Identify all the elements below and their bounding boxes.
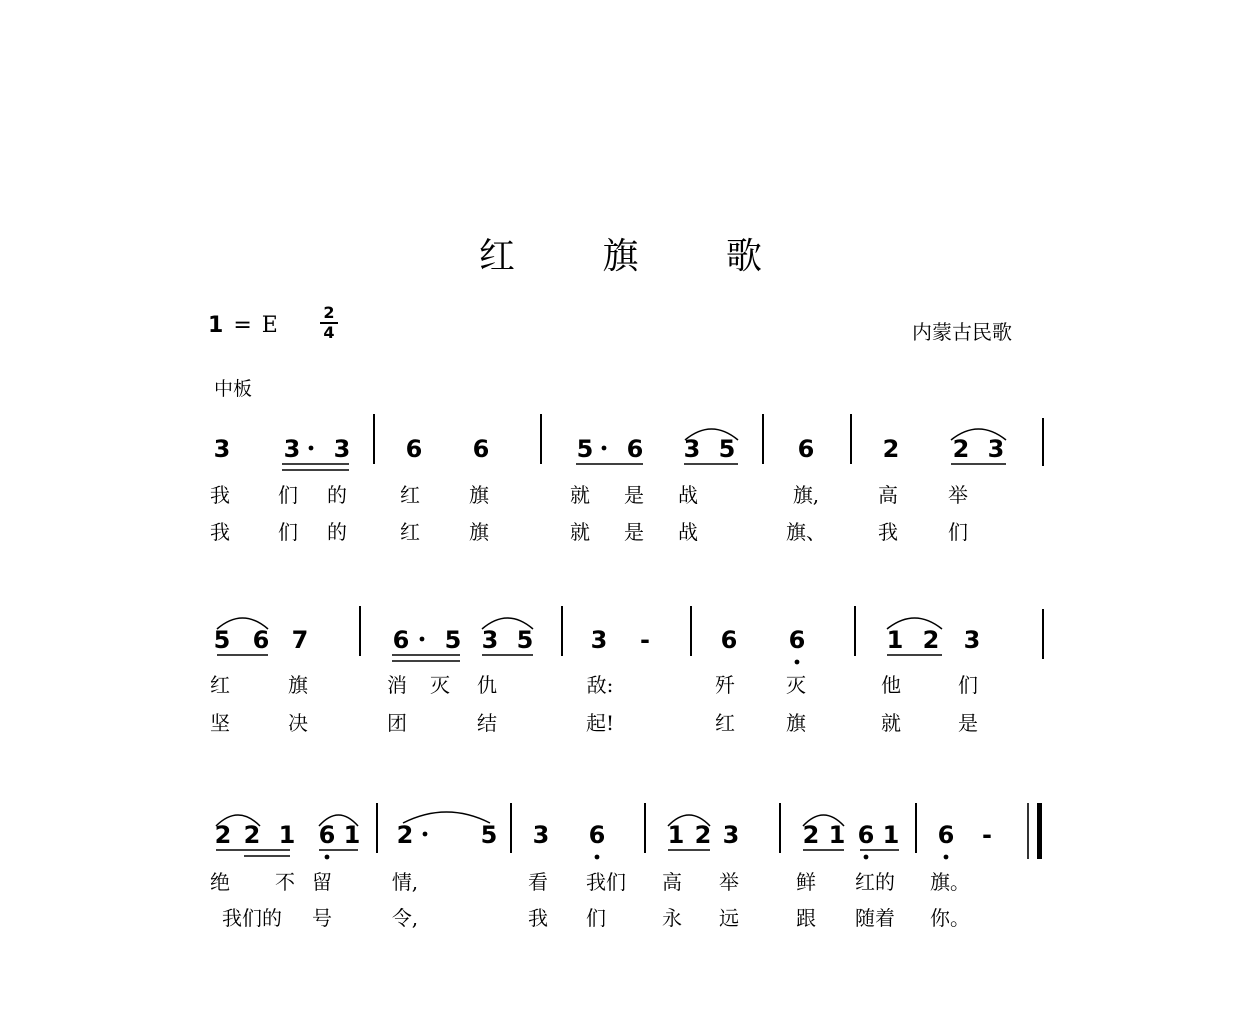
slur-arc: [403, 812, 490, 823]
lyric-verse2: 就: [881, 711, 901, 735]
note: 7: [291, 626, 309, 654]
lyric-verse2: 旗、: [786, 520, 826, 544]
note: 6: [857, 821, 875, 849]
lyric-verse1: 们: [958, 673, 978, 697]
lyric-verse1: 红: [400, 483, 420, 507]
note: 1: [882, 821, 900, 849]
note: 6: [318, 821, 336, 849]
lyric-verse1: 他: [881, 673, 901, 697]
lyric-verse1: 旗,: [792, 483, 820, 507]
note: 3: [683, 435, 701, 463]
song-source: 内蒙古民歌: [912, 320, 1012, 344]
note: 6: [626, 435, 644, 463]
octave-dot: [325, 855, 330, 860]
lyric-verse1: 高: [662, 870, 682, 894]
key-equals: =: [233, 313, 252, 338]
note: -: [982, 821, 992, 849]
lyric-verse1: 是: [624, 483, 644, 507]
octave-dot: [944, 855, 949, 860]
final-bar-thick: [1037, 803, 1042, 859]
note: 2: [952, 435, 970, 463]
note: 3: [963, 626, 981, 654]
lyric-verse2: 们: [948, 520, 968, 544]
note: 5: [213, 626, 231, 654]
lyric-verse2: 结: [477, 711, 497, 735]
lyric-verse2: 号: [312, 906, 332, 930]
note: 6: [405, 435, 423, 463]
lyric-verse2: 永: [662, 906, 682, 930]
time-bottom: 4: [323, 323, 335, 342]
lyric-verse1: 我们: [586, 870, 626, 894]
lyric-verse1: 灭: [786, 673, 806, 697]
lyric-verse2: 是: [624, 520, 644, 544]
lyric-verse1: 留: [312, 870, 332, 894]
lyric-verse2: 旗: [469, 520, 489, 544]
lyric-verse2: 战: [678, 520, 698, 544]
note: 2: [396, 821, 414, 849]
note: 2: [214, 821, 232, 849]
note: 6: [788, 626, 806, 654]
lyric-verse1: 消: [387, 673, 407, 697]
lyric-verse2: 旗: [786, 711, 806, 735]
key-tone: E: [261, 313, 278, 338]
lyric-verse2: 我: [210, 520, 230, 544]
note: 2: [802, 821, 820, 849]
lyric-verse1: 红: [210, 673, 230, 697]
lyric-verse1: 我: [210, 483, 230, 507]
note: 1: [278, 821, 296, 849]
lyric-verse2: 远: [719, 906, 739, 930]
note: 3: [722, 821, 740, 849]
note: 6: [937, 821, 955, 849]
note: 6: [252, 626, 270, 654]
lyric-verse2: 你。: [930, 906, 970, 930]
note: 3: [333, 435, 351, 463]
note: 3: [987, 435, 1005, 463]
lyric-verse1: 仇: [477, 673, 497, 697]
lyric-verse2: 我: [528, 906, 548, 930]
lyric-verse1: 旗: [469, 483, 489, 507]
octave-dot: [595, 855, 600, 860]
note: 2: [243, 821, 261, 849]
lyric-verse1: 鲜: [796, 870, 816, 894]
note: 3: [481, 626, 499, 654]
lyric-verse1: 不: [275, 870, 295, 894]
lyric-verse1: 灭: [430, 673, 450, 697]
note: 6: [392, 626, 410, 654]
key-do: 1: [208, 313, 224, 338]
note: 5: [480, 821, 498, 849]
note: 3: [213, 435, 231, 463]
lyric-verse2: 就: [570, 520, 590, 544]
dot-rhythm: [420, 637, 425, 642]
lyric-verse2: 红: [715, 711, 735, 735]
note: 6: [472, 435, 490, 463]
lyric-verse1: 情,: [391, 870, 419, 894]
lyric-verse1: 举: [948, 483, 968, 507]
note: 3: [590, 626, 608, 654]
lyric-verse1: 战: [678, 483, 698, 507]
note: 5: [576, 435, 594, 463]
lyric-verse1: 就: [570, 483, 590, 507]
note: 6: [720, 626, 738, 654]
dot-rhythm: [423, 832, 428, 837]
lyric-verse2: 跟: [796, 906, 816, 930]
lyric-verse1: 的: [327, 483, 347, 507]
note: 2: [694, 821, 712, 849]
lyric-verse2: 随着: [855, 906, 895, 930]
tempo-marking: 中板: [214, 378, 253, 400]
lyric-verse1: 们: [278, 483, 298, 507]
time-top: 2: [323, 303, 335, 322]
lyric-verse2: 我们的: [222, 906, 282, 930]
lyric-verse1: 敌:: [586, 673, 614, 697]
note: 2: [922, 626, 940, 654]
note: 1: [886, 626, 904, 654]
octave-dot: [795, 660, 800, 665]
lyric-verse1: 旗。: [930, 870, 970, 894]
lyric-verse2: 们: [278, 520, 298, 544]
lyric-verse1: 举: [719, 870, 739, 894]
note: 2: [882, 435, 900, 463]
note: 5: [444, 626, 462, 654]
note: 6: [797, 435, 815, 463]
note: 3: [283, 435, 301, 463]
lyric-verse2: 令,: [391, 906, 419, 930]
lyric-verse2: 们: [586, 906, 606, 930]
lyric-verse2: 决: [288, 711, 308, 735]
lyric-verse1: 歼: [715, 673, 735, 697]
note: 5: [516, 626, 534, 654]
note: 1: [343, 821, 361, 849]
note: 3: [532, 821, 550, 849]
lyric-verse1: 高: [878, 483, 898, 507]
lyric-verse1: 绝: [210, 870, 230, 894]
dot-rhythm: [309, 446, 314, 451]
note: -: [640, 626, 650, 654]
note: 6: [588, 821, 606, 849]
lyric-verse1: 旗: [288, 673, 308, 697]
lyric-verse2: 团: [387, 711, 407, 735]
lyric-verse1: 红的: [855, 870, 895, 894]
lyric-verse1: 看: [528, 870, 548, 894]
lyric-verse2: 坚: [210, 711, 230, 735]
lyric-verse2: 起!: [585, 711, 615, 735]
lyric-verse2: 我: [878, 520, 898, 544]
note: 1: [828, 821, 846, 849]
octave-dot: [864, 855, 869, 860]
lyric-verse2: 的: [327, 520, 347, 544]
dot-rhythm: [602, 446, 607, 451]
lyric-verse2: 红: [400, 520, 420, 544]
note: 5: [718, 435, 736, 463]
note: 1: [667, 821, 685, 849]
song-title: 红 旗 歌: [479, 236, 800, 277]
lyric-verse2: 是: [958, 711, 978, 735]
